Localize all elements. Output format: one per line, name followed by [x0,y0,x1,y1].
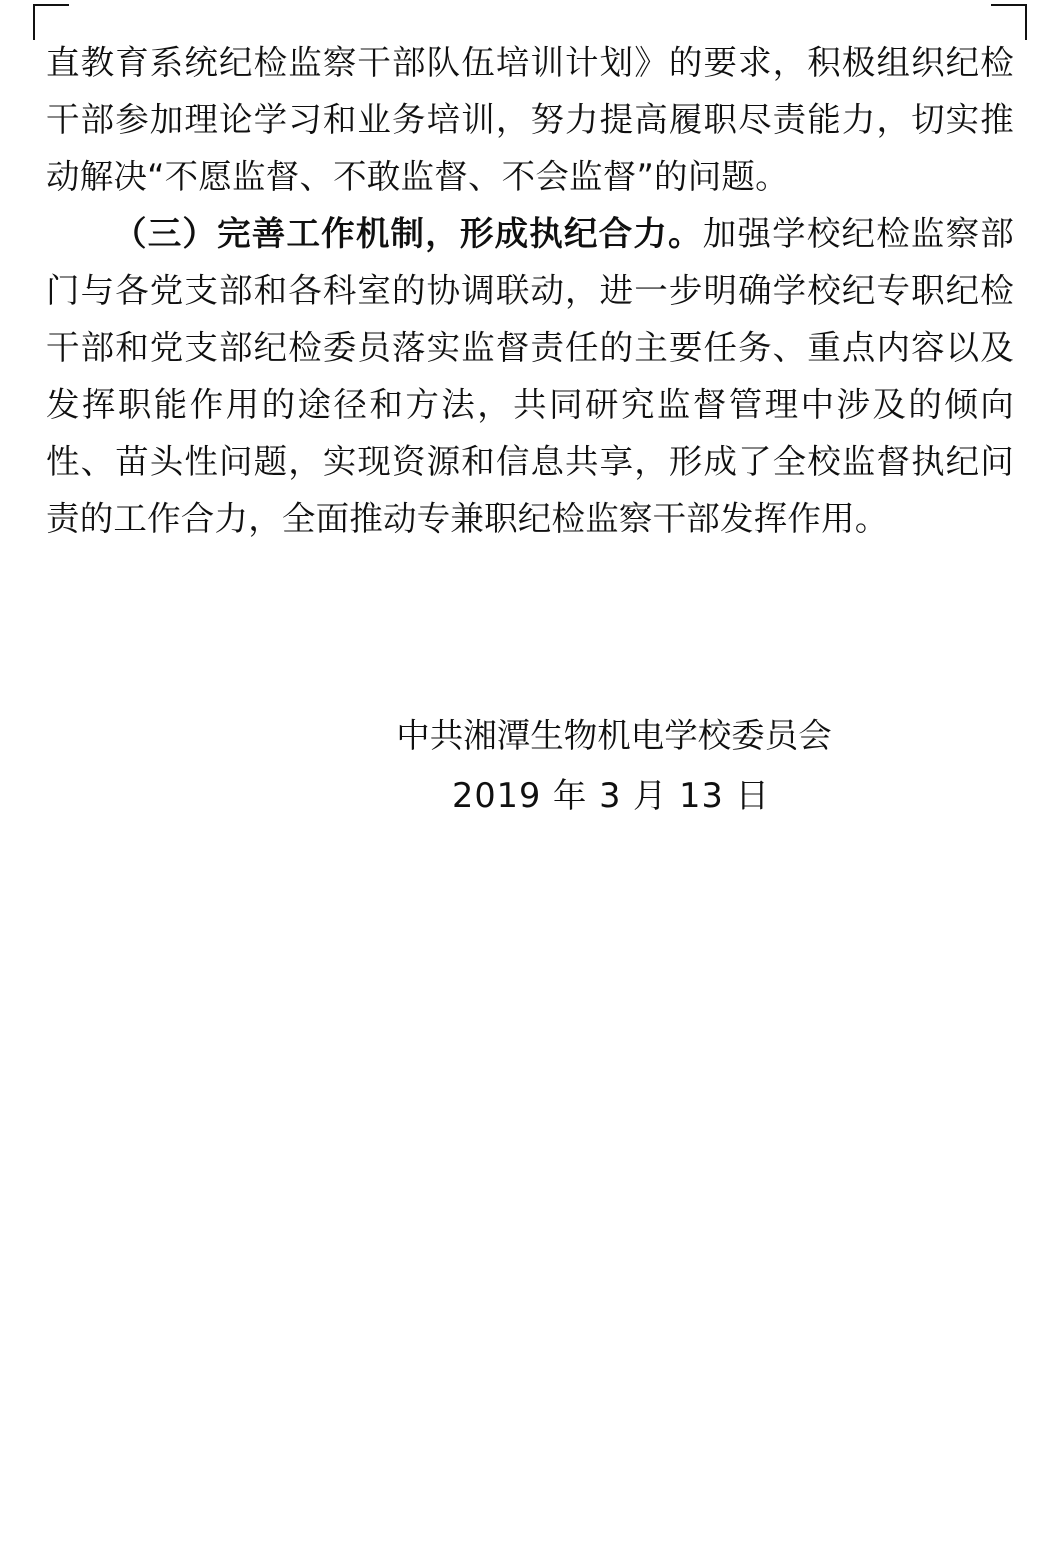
signature-organization: 中共湘潭生物机电学校委员会 [396,716,832,755]
paragraph-continued-text: 直教育系统纪检监察干部队伍培训计划》的要求，积极组织纪检干部参加理论学习和业务培训，努力提高履职尽责能力，切实推动解决“不愿监督、不敢监督、不会监督”的问题。 [46,43,1014,196]
paragraph-section-three [46,205,1014,547]
signature-block [46,706,1014,826]
paragraph-continued [46,34,1014,205]
document-content [46,34,1014,815]
paragraph-section-three-text: 加强学校纪检监察部门与各党支部和各科室的协调联动，进一步明确学校纪专职纪检干部和党支部纪检委员落实监督责任的主要任务、重点内容以及发挥职能作用的途径和方法，共同研究监督管理中涉及的倾向性、苗头性问题，实现资源和信息共享，形成了全校监督执纪问责的工作合力，全面推动专兼职纪检监察干部发挥作用。 [46,214,1014,538]
signature-date: 2019 年 3 月 13 日 [452,776,770,815]
paragraph-section-three-heading: （三）完善工作机制，形成执纪合力。 [113,214,703,253]
